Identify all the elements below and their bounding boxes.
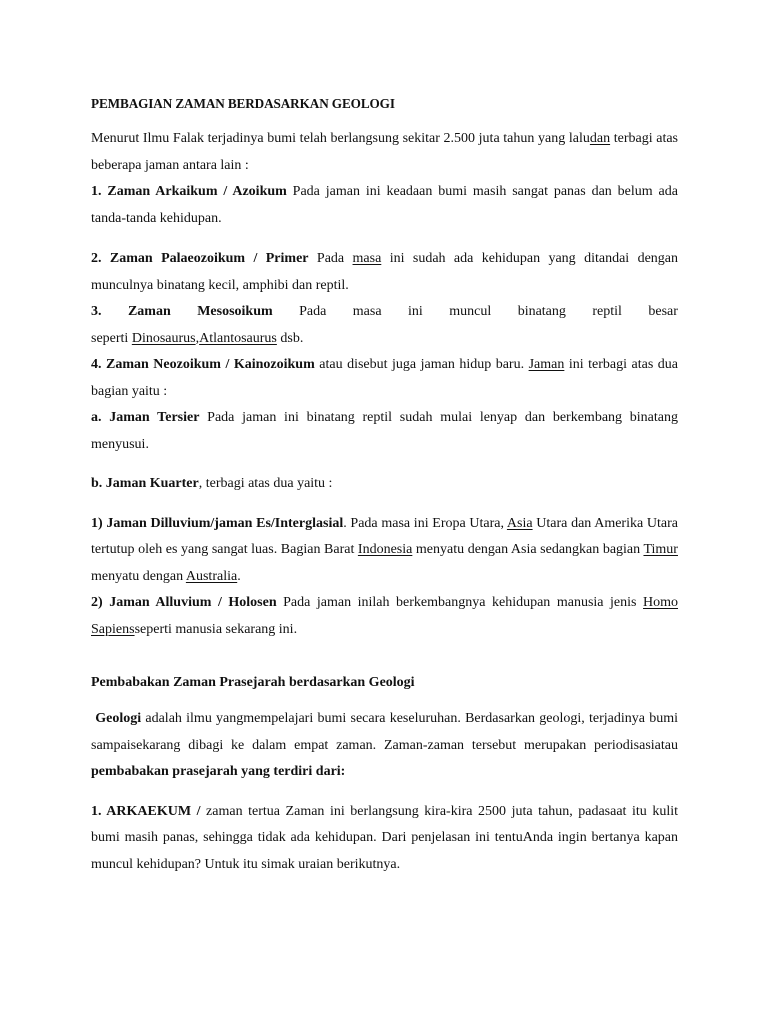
meso-w9: reptil [592,304,622,319]
link-timur[interactable]: Timur [643,542,678,557]
meso-w7: muncul [449,304,492,319]
dilluvium-t1: . Pada masa ini Eropa Utara, [343,515,507,531]
alluvium-t1: Pada jaman inilah berkembangnya kehidupan manusia jenis [276,595,644,610]
geologi-text: adalah ilmu yangmempelajari bumi secara keseluruhan. Berdasarkan geologi, terjadinya bumi sampaisekarang dibagi ke dalam empat zaman. Zaman-zaman tersebut merupakan periodisasiatau [91,711,679,753]
meso-heading: Mesosoikum [197,304,273,319]
tersier-heading: a. Jaman Tersier [91,410,200,425]
intro-line1: Menurut Ilmu Falak terjadinya bumi telah berlangsung sekitar 2.500 juta tahun yang [91,131,566,146]
meso-pre: seperti [91,330,132,346]
paragraph-dilluvium [91,511,678,591]
meso-w8: binatang [517,304,566,319]
paragraph-geologi [91,706,678,786]
dilluvium-heading: 1) Jaman Dilluvium/jaman Es/Interglasial [91,515,344,531]
mesosoikum-first-line [91,299,678,326]
kuarter-heading: b. Jaman Kuarter [91,476,199,491]
paragraph-palaeozoikum [91,246,678,299]
intro-underline: dan [589,131,611,146]
neozoikum-text: atau disebut juga jaman hidup baru. [314,357,529,372]
link-asia[interactable]: Asia [506,515,533,531]
intro-line2-pre: lalu [568,131,590,146]
intro-paragraph [91,126,678,179]
meso-zaman: Zaman [127,304,171,319]
geologi-heading: Geologi [95,711,142,726]
palaeozoikum-heading: 2. Zaman Palaeozoikum / Primer [91,251,309,266]
dilluvium-t3: menyatu dengan Asia sedangkan bagian [412,542,644,557]
tersier-text: Pada jaman ini binatang reptil sudah mulai lenyap dan berkembang binatang menyusui. [91,410,678,452]
neozoikum-post: ini terbagi atas dua bagian yaitu : [91,357,678,399]
meso-sep: , [195,330,200,346]
meso-w4: Pada [299,304,327,319]
arkaikum-heading: 1. Zaman Arkaikum / Azoikum [91,184,287,199]
palaeozoikum-text-pre: Pada [308,251,353,266]
meso-w6: ini [408,304,423,319]
dilluvium-t2: Utara dan Amerika Utara tertutup oleh es yang sangat luas. Bagian Barat [91,515,678,557]
link-dinosaurus[interactable]: Dinosaurus [131,330,196,346]
link-atlantosaurus[interactable]: Atlantosaurus [199,330,277,346]
mesosoikum-second-line [91,326,678,353]
meso-post: dsb. [276,330,304,346]
page-title: PEMBAGIAN ZAMAN BERDASARKAN GEOLOGI [91,96,395,111]
alluvium-heading: 2) Jaman Alluvium / Holosen [91,595,277,610]
arkaikum-text: Pada jaman ini keadaan bumi masih sangat panas dan belum ada tanda-tanda kehidupan. [91,184,678,226]
paragraph-neozoikum [91,352,678,405]
palaeozoikum-text: ini sudah ada kehidupan yang ditandai dengan munculnya binatang kecil, amphibi dan reptil. [91,251,678,293]
kuarter-text: , terbagi atas dua yaitu : [198,476,333,491]
dilluvium-t4: menyatu dengan [91,568,186,584]
meso-num: 3. [91,304,102,319]
paragraph-arkaekum [91,799,678,879]
geologi-bold-end: pembabakan prasejarah yang terdiri dari: [91,764,346,779]
paragraph-arkaikum [91,179,678,232]
neozoikum-heading: 4. Zaman Neozoikum / Kainozoikum [91,357,315,372]
alluvium-t2: seperti manusia sekarang ini. [134,621,298,637]
paragraph-alluvium [91,590,678,643]
link-jaman[interactable]: Jaman [528,357,565,372]
intro-line2-post: terbagi atas beberapa jaman antara lain : [91,131,678,173]
arkaekum-text: zaman tertua Zaman ini berlangsung kira-kira 2500 juta tahun, padasaat itu kulit bumi masih panas, sehingga tidak ada kehidupan. Dari penjelasan ini tentuAnda ingin bertanya kapan muncul kehidupan? Untuk itu simak uraian berikutnya. [91,803,678,872]
link-australia[interactable]: Australia [185,568,238,584]
paragraph-tersier [91,405,678,458]
meso-w10: besar [648,304,678,319]
meso-w5: masa [352,304,382,319]
link-homo-sapiens[interactable]: Homo Sapiens [91,595,679,637]
link-masa[interactable]: masa [352,251,382,266]
paragraph-kuarter [91,471,678,498]
dilluvium-t5: . [237,568,241,584]
section2-title: Pembabakan Zaman Prasejarah berdasarkan Geologi [91,675,415,690]
arkaekum-heading: 1. ARKAEKUM / [91,803,201,819]
link-indonesia[interactable]: Indonesia [357,542,413,557]
